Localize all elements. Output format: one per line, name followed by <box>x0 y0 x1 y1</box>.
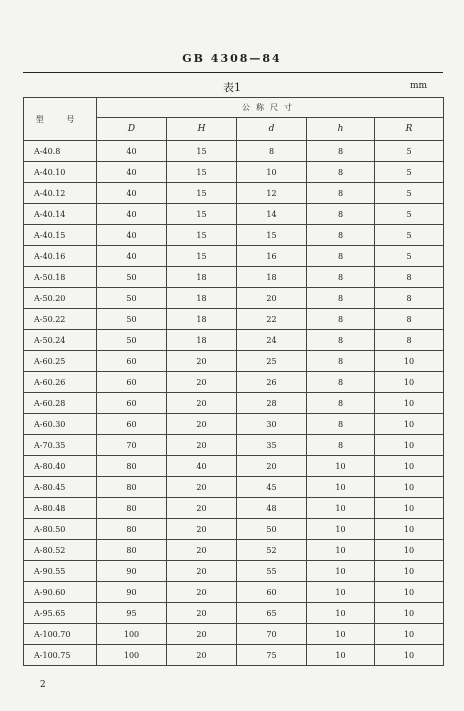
value-cell-d: 48 <box>237 498 307 519</box>
value-cell-H: 18 <box>167 309 237 330</box>
value-cell-d: 50 <box>237 519 307 540</box>
table-row <box>24 288 444 309</box>
value-cell-h: 10 <box>307 582 375 603</box>
value-cell-d: 22 <box>237 309 307 330</box>
table-row <box>24 519 444 540</box>
model-cell: A-40.14 <box>24 204 97 225</box>
value-cell-D: 80 <box>97 456 167 477</box>
table-row <box>24 183 444 204</box>
value-cell-h: 8 <box>307 225 375 246</box>
model-cell: A-40.8 <box>24 141 97 162</box>
value-cell-R: 5 <box>375 183 444 204</box>
value-cell-d: 65 <box>237 603 307 624</box>
value-cell-h: 10 <box>307 624 375 645</box>
value-cell-R: 8 <box>375 267 444 288</box>
value-cell-d: 75 <box>237 645 307 666</box>
value-cell-d: 26 <box>237 372 307 393</box>
table-row <box>24 267 444 288</box>
value-cell-H: 15 <box>167 183 237 204</box>
table-row <box>24 435 444 456</box>
table-row <box>24 330 444 351</box>
value-cell-D: 50 <box>97 330 167 351</box>
value-cell-D: 95 <box>97 603 167 624</box>
value-cell-H: 20 <box>167 603 237 624</box>
value-cell-D: 80 <box>97 519 167 540</box>
value-cell-H: 18 <box>167 330 237 351</box>
model-cell: A-80.48 <box>24 498 97 519</box>
value-cell-D: 40 <box>97 162 167 183</box>
value-cell-D: 40 <box>97 183 167 204</box>
value-cell-h: 8 <box>307 288 375 309</box>
value-cell-R: 10 <box>375 561 444 582</box>
value-cell-H: 18 <box>167 288 237 309</box>
value-cell-d: 30 <box>237 414 307 435</box>
model-cell: A-60.28 <box>24 393 97 414</box>
value-cell-R: 10 <box>375 645 444 666</box>
dimension-table <box>23 97 444 666</box>
value-cell-d: 15 <box>237 225 307 246</box>
value-cell-h: 8 <box>307 246 375 267</box>
table-row <box>24 351 444 372</box>
value-cell-H: 15 <box>167 162 237 183</box>
value-cell-D: 40 <box>97 225 167 246</box>
table-row <box>24 414 444 435</box>
value-cell-D: 100 <box>97 624 167 645</box>
table-row <box>24 645 444 666</box>
value-cell-h: 8 <box>307 309 375 330</box>
value-cell-h: 8 <box>307 183 375 204</box>
value-cell-H: 15 <box>167 246 237 267</box>
model-cell: A-60.30 <box>24 414 97 435</box>
column-header-h: h <box>307 118 375 141</box>
table-header <box>24 98 444 141</box>
column-header-R: R <box>375 118 444 141</box>
table-row <box>24 141 444 162</box>
value-cell-d: 12 <box>237 183 307 204</box>
value-cell-h: 8 <box>307 414 375 435</box>
value-cell-h: 10 <box>307 561 375 582</box>
table-row <box>24 603 444 624</box>
value-cell-D: 70 <box>97 435 167 456</box>
model-cell: A-70.35 <box>24 435 97 456</box>
value-cell-H: 20 <box>167 540 237 561</box>
value-cell-h: 10 <box>307 477 375 498</box>
value-cell-d: 55 <box>237 561 307 582</box>
unit-label: mm <box>410 81 428 91</box>
value-cell-R: 8 <box>375 309 444 330</box>
value-cell-h: 10 <box>307 540 375 561</box>
model-cell: A-80.45 <box>24 477 97 498</box>
value-cell-R: 10 <box>375 393 444 414</box>
value-cell-d: 16 <box>237 246 307 267</box>
table-caption: 表1 <box>223 81 241 94</box>
model-cell: A-40.10 <box>24 162 97 183</box>
value-cell-R: 8 <box>375 288 444 309</box>
value-cell-H: 20 <box>167 561 237 582</box>
value-cell-d: 45 <box>237 477 307 498</box>
model-cell: A-90.55 <box>24 561 97 582</box>
model-cell: A-60.25 <box>24 351 97 372</box>
model-cell: A-50.18 <box>24 267 97 288</box>
value-cell-R: 5 <box>375 204 444 225</box>
table-row <box>24 309 444 330</box>
model-cell: A-80.50 <box>24 519 97 540</box>
value-cell-D: 40 <box>97 204 167 225</box>
value-cell-D: 40 <box>97 246 167 267</box>
table-row <box>24 498 444 519</box>
value-cell-h: 10 <box>307 498 375 519</box>
value-cell-R: 5 <box>375 225 444 246</box>
table-row <box>24 540 444 561</box>
table-row <box>24 204 444 225</box>
value-cell-d: 52 <box>237 540 307 561</box>
table-row <box>24 624 444 645</box>
value-cell-D: 80 <box>97 477 167 498</box>
model-cell: A-50.20 <box>24 288 97 309</box>
value-cell-R: 10 <box>375 414 444 435</box>
value-cell-h: 8 <box>307 267 375 288</box>
model-cell: A-95.65 <box>24 603 97 624</box>
value-cell-D: 60 <box>97 372 167 393</box>
table-row <box>24 225 444 246</box>
value-cell-h: 8 <box>307 141 375 162</box>
value-cell-d: 24 <box>237 330 307 351</box>
value-cell-h: 8 <box>307 435 375 456</box>
model-cell: A-80.40 <box>24 456 97 477</box>
value-cell-D: 100 <box>97 645 167 666</box>
model-cell: A-50.24 <box>24 330 97 351</box>
table-row <box>24 456 444 477</box>
value-cell-H: 20 <box>167 351 237 372</box>
value-cell-R: 5 <box>375 162 444 183</box>
value-cell-d: 10 <box>237 162 307 183</box>
value-cell-h: 10 <box>307 519 375 540</box>
value-cell-H: 20 <box>167 372 237 393</box>
model-column-header: 型 号 <box>24 98 97 141</box>
table-row <box>24 372 444 393</box>
value-cell-R: 10 <box>375 351 444 372</box>
table-row <box>24 582 444 603</box>
table-row <box>24 246 444 267</box>
value-cell-D: 90 <box>97 582 167 603</box>
value-cell-R: 10 <box>375 435 444 456</box>
value-cell-h: 8 <box>307 393 375 414</box>
value-cell-D: 40 <box>97 141 167 162</box>
standard-number: GB 4308—84 <box>182 52 282 65</box>
model-cell: A-40.16 <box>24 246 97 267</box>
value-cell-H: 20 <box>167 435 237 456</box>
value-cell-H: 15 <box>167 141 237 162</box>
value-cell-d: 20 <box>237 456 307 477</box>
table-row <box>24 393 444 414</box>
value-cell-d: 60 <box>237 582 307 603</box>
column-header-D: D <box>97 118 167 141</box>
value-cell-R: 5 <box>375 246 444 267</box>
value-cell-D: 90 <box>97 561 167 582</box>
value-cell-d: 35 <box>237 435 307 456</box>
value-cell-h: 10 <box>307 645 375 666</box>
value-cell-R: 8 <box>375 330 444 351</box>
column-header-d: d <box>237 118 307 141</box>
value-cell-h: 8 <box>307 330 375 351</box>
nominal-size-header: 公称尺寸 <box>97 98 444 118</box>
value-cell-H: 15 <box>167 204 237 225</box>
value-cell-d: 14 <box>237 204 307 225</box>
value-cell-H: 20 <box>167 519 237 540</box>
value-cell-R: 10 <box>375 456 444 477</box>
value-cell-d: 18 <box>237 267 307 288</box>
value-cell-h: 8 <box>307 351 375 372</box>
value-cell-H: 20 <box>167 477 237 498</box>
value-cell-H: 20 <box>167 624 237 645</box>
value-cell-D: 60 <box>97 351 167 372</box>
model-cell: A-100.75 <box>24 645 97 666</box>
model-cell: A-90.60 <box>24 582 97 603</box>
value-cell-R: 10 <box>375 624 444 645</box>
value-cell-D: 80 <box>97 498 167 519</box>
value-cell-H: 20 <box>167 498 237 519</box>
value-cell-D: 50 <box>97 288 167 309</box>
model-cell: A-40.12 <box>24 183 97 204</box>
model-cell: A-80.52 <box>24 540 97 561</box>
value-cell-d: 20 <box>237 288 307 309</box>
model-cell: A-100.70 <box>24 624 97 645</box>
value-cell-h: 8 <box>307 372 375 393</box>
table-body <box>24 141 444 666</box>
model-cell: A-60.26 <box>24 372 97 393</box>
page-number: 2 <box>40 680 46 690</box>
value-cell-D: 60 <box>97 393 167 414</box>
value-cell-h: 10 <box>307 603 375 624</box>
value-cell-H: 20 <box>167 414 237 435</box>
value-cell-h: 10 <box>307 456 375 477</box>
column-header-H: H <box>167 118 237 141</box>
value-cell-d: 25 <box>237 351 307 372</box>
value-cell-H: 40 <box>167 456 237 477</box>
value-cell-H: 20 <box>167 393 237 414</box>
value-cell-D: 50 <box>97 267 167 288</box>
table-row <box>24 477 444 498</box>
value-cell-R: 10 <box>375 372 444 393</box>
value-cell-H: 18 <box>167 267 237 288</box>
value-cell-R: 10 <box>375 519 444 540</box>
value-cell-R: 10 <box>375 477 444 498</box>
value-cell-R: 10 <box>375 540 444 561</box>
header-rule <box>23 72 443 73</box>
value-cell-h: 8 <box>307 162 375 183</box>
value-cell-R: 5 <box>375 141 444 162</box>
model-cell: A-40.15 <box>24 225 97 246</box>
value-cell-d: 8 <box>237 141 307 162</box>
value-cell-D: 60 <box>97 414 167 435</box>
value-cell-H: 15 <box>167 225 237 246</box>
value-cell-D: 80 <box>97 540 167 561</box>
model-cell: A-50.22 <box>24 309 97 330</box>
value-cell-H: 20 <box>167 582 237 603</box>
value-cell-d: 28 <box>237 393 307 414</box>
value-cell-d: 70 <box>237 624 307 645</box>
table-row <box>24 162 444 183</box>
table-row <box>24 561 444 582</box>
value-cell-R: 10 <box>375 603 444 624</box>
value-cell-R: 10 <box>375 498 444 519</box>
value-cell-D: 50 <box>97 309 167 330</box>
value-cell-R: 10 <box>375 582 444 603</box>
value-cell-H: 20 <box>167 645 237 666</box>
value-cell-h: 8 <box>307 204 375 225</box>
